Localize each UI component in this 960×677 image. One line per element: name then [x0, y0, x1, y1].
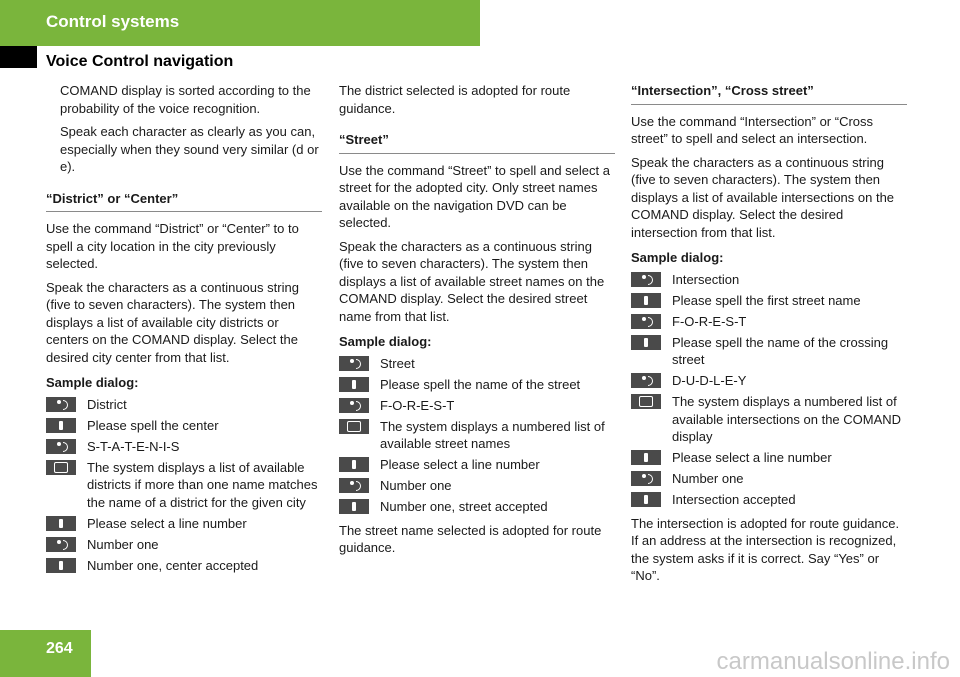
dialog-text: Please select a line number [672, 450, 832, 465]
speak-icon [46, 397, 76, 412]
intro-paragraph: The district selected is adopted for route guidance. [339, 83, 571, 116]
watermark: carmanualsonline.info [716, 648, 950, 675]
dialog-text: Please spell the center [87, 417, 219, 433]
body-paragraph: Use the command “District” or “Center” to to spell a city location in the city previously selected. [46, 221, 299, 271]
dialog-row [339, 355, 615, 373]
dialog-row [631, 372, 907, 390]
dialog-row [631, 470, 907, 488]
speak-icon [631, 373, 661, 388]
system-icon [339, 499, 369, 514]
dialog-row [631, 292, 907, 310]
dialog-row [339, 477, 615, 495]
dialog-list [339, 355, 615, 516]
system-icon [339, 457, 369, 472]
body-paragraph: Speak the characters as a continuous string (five to seven characters). The system then displays a list of available street names on the COMAND display. Select the desired street name from that list. [339, 238, 605, 324]
sample-dialog-label: Sample dialog: [631, 250, 724, 265]
dialog-text: Please select a line number [380, 457, 540, 472]
column-3 [631, 82, 907, 591]
speak-icon [46, 537, 76, 552]
system-icon [631, 492, 661, 507]
dialog-text: Intersection [672, 271, 740, 287]
body-paragraph: Use the command “Intersection” or “Cross street” to spell and select an intersection. [631, 113, 874, 146]
speak-icon [631, 314, 661, 329]
system-icon [631, 450, 661, 465]
page-subtitle: Voice Control navigation [46, 53, 234, 70]
dialog-text: Intersection accepted [672, 492, 796, 507]
dialog-text: S-T-A-T-E-N-I-S [87, 438, 180, 454]
dialog-text: The system displays a list of available districts if more than one name matches the name of a district for the given city [87, 459, 318, 510]
column-1 [46, 82, 322, 578]
display-icon [339, 419, 369, 434]
dialog-text: Number one [87, 536, 159, 552]
section-heading-street: “Street” [339, 131, 615, 154]
dialog-text: F-O-R-E-S-T [380, 397, 455, 413]
section-header-bar [0, 0, 480, 46]
dialog-text: District [87, 396, 127, 412]
section-title: Control systems [46, 12, 180, 31]
page-number-box [0, 630, 91, 677]
dialog-row [46, 515, 322, 533]
dialog-row [631, 334, 907, 369]
speak-icon [339, 356, 369, 371]
dialog-text: Please spell the name of the crossing street [672, 334, 889, 367]
body-paragraph: Use the command “Street” to spell and select a street for the adopted city. Only street names available on the navigation DVD can be selected. [339, 162, 610, 230]
speak-icon [339, 478, 369, 493]
dialog-row [46, 557, 322, 575]
dialog-row [46, 417, 322, 435]
intro-paragraph: Speak each character as clearly as you can, especially when they sound very similar (d or e). [60, 124, 319, 174]
dialog-text: Please select a line number [87, 515, 247, 531]
header-marker [0, 46, 37, 68]
dialog-row [46, 459, 322, 512]
dialog-row [339, 456, 615, 474]
dialog-row [339, 397, 615, 415]
outro-paragraph: The street name selected is adopted for route guidance. [339, 522, 602, 555]
dialog-text: The system displays a numbered list of available street names [380, 418, 605, 451]
dialog-list [631, 271, 907, 509]
dialog-row [339, 376, 615, 394]
body-paragraph: Speak the characters as a continuous string (five to seven characters). The system then displays a list of available city districts or centers on the COMAND display. Select the desired city center from that list. [46, 279, 299, 365]
dialog-row [631, 393, 907, 446]
display-icon [631, 394, 661, 409]
speak-icon [631, 272, 661, 287]
dialog-row [631, 491, 907, 509]
dialog-row [339, 418, 615, 453]
dialog-text: Please spell the name of the street [380, 376, 581, 392]
dialog-text: F-O-R-E-S-T [672, 313, 747, 329]
dialog-text: Number one, street accepted [380, 499, 548, 514]
dialog-text: Number one, center accepted [87, 557, 259, 573]
sample-dialog-label: Sample dialog: [46, 375, 139, 390]
system-icon [631, 335, 661, 350]
dialog-row [46, 536, 322, 554]
body-paragraph: Speak the characters as a continuous string (five to seven characters). The system then displays a list of available intersections on the COMAND display. Select the desired intersection from that list. [631, 154, 895, 240]
intro-paragraph: COMAND display is sorted according to the probability of the voice recognition. [60, 83, 311, 116]
section-heading-district: “District” or “Center” [46, 190, 322, 213]
dialog-row [631, 449, 907, 467]
speak-icon [339, 398, 369, 413]
dialog-text: Number one [380, 478, 452, 493]
dialog-text: D-U-D-L-E-Y [672, 373, 747, 388]
system-icon [46, 516, 76, 531]
dialog-list [46, 396, 322, 575]
dialog-row [631, 271, 907, 289]
dialog-row [339, 498, 615, 516]
dialog-text: Number one [672, 471, 744, 486]
system-icon [46, 558, 76, 573]
system-icon [46, 418, 76, 433]
dialog-text: The system displays a numbered list of available intersections on the COMAND display [672, 394, 902, 444]
dialog-row [46, 438, 322, 456]
column-2 [339, 82, 615, 563]
display-icon [46, 460, 76, 475]
dialog-row [46, 396, 322, 414]
speak-icon [46, 439, 76, 454]
page-number: 264 [46, 640, 73, 657]
dialog-row [631, 313, 907, 331]
speak-icon [631, 471, 661, 486]
sample-dialog-label: Sample dialog: [339, 334, 432, 349]
system-icon [339, 377, 369, 392]
system-icon [631, 293, 661, 308]
dialog-text: Please spell the first street name [672, 292, 861, 308]
dialog-text: Street [380, 355, 415, 371]
outro-paragraph: The intersection is adopted for route guidance. If an address at the intersection is recognized, the system asks if it is correct. Say “Yes” or “No”. [631, 515, 900, 583]
section-heading-intersection: “Intersection”, “Cross street” [631, 82, 907, 105]
